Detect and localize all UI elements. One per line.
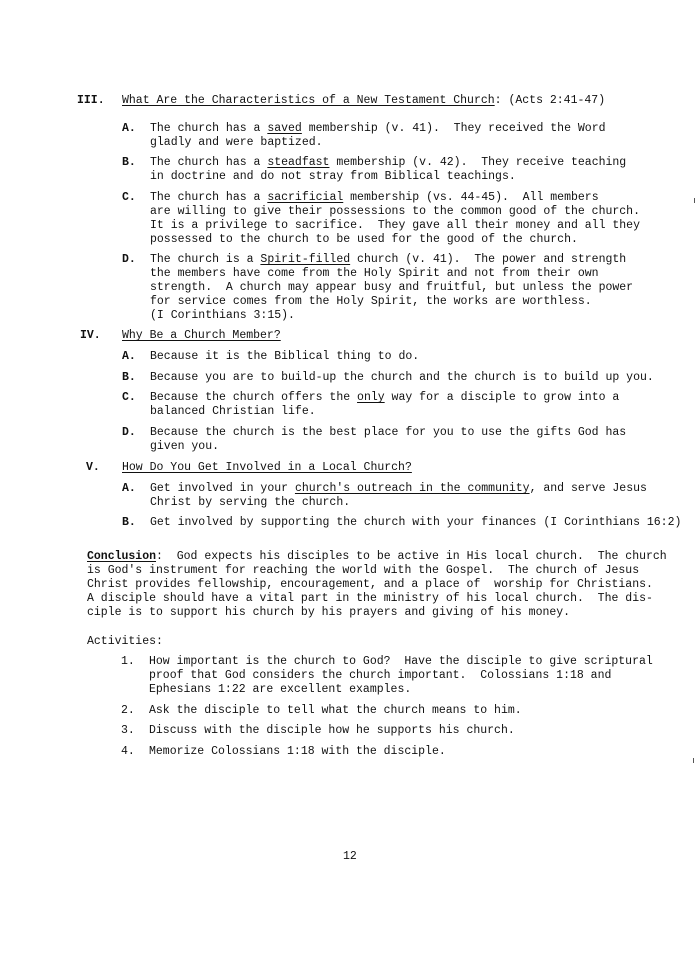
item-text: are willing to give their possessions to the common good of the church. — [150, 205, 640, 218]
section-numeral: III. — [77, 94, 105, 107]
item-letter: B. — [122, 156, 136, 169]
item-letter: D. — [122, 253, 136, 266]
activities-heading: Activities: — [87, 635, 163, 648]
activity-number: 4. — [121, 745, 135, 758]
activity-text: How important is the church to God? Have the disciple to give scriptural — [149, 655, 653, 668]
item-text: Because the church is the best place for you to use the gifts God has — [150, 426, 627, 439]
item-text: for service comes from the Holy Spirit, the works are worthless. — [150, 295, 592, 308]
item-text: It is a privilege to sacrifice. They gave all their money and all they — [150, 219, 640, 232]
scan-mark — [693, 758, 694, 763]
item-letter: C. — [122, 191, 136, 204]
activity-number: 3. — [121, 724, 135, 737]
item-text: possessed to the church to be used for the good of the church. — [150, 233, 578, 246]
conclusion-text: is God's instrument for reaching the world with the Gospel. The church of Jesus — [87, 564, 640, 577]
item-text: the members have come from the Holy Spirit and not from their own — [150, 267, 599, 280]
item-text: (I Corinthians 3:15). — [150, 309, 295, 322]
page-number: 12 — [343, 850, 357, 863]
item-letter: B. — [122, 371, 136, 384]
heading-reference: : (Acts 2:41-47) — [494, 94, 606, 107]
item-text: Get involved in your church's outreach in the community, and serve Jesus — [150, 482, 647, 495]
item-text: The church has a saved membership (v. 41). They received the Word — [150, 122, 606, 135]
item-text: balanced Christian life. — [150, 405, 316, 418]
section-numeral: V. — [86, 461, 100, 474]
section-heading: How Do You Get Involved in a Local Church? — [122, 461, 412, 474]
section-heading: Why Be a Church Member? — [122, 329, 281, 342]
item-text: Because the church offers the only way for a disciple to grow into a — [150, 391, 620, 404]
activity-number: 1. — [121, 655, 135, 668]
item-letter: A. — [122, 482, 136, 495]
item-letter: C. — [122, 391, 136, 404]
activity-text: Discuss with the disciple how he supports his church. — [149, 724, 515, 737]
section-numeral: IV. — [80, 329, 101, 342]
item-text: Christ by serving the church. — [150, 496, 351, 509]
activity-text: Memorize Colossians 1:18 with the disciple. — [149, 745, 446, 758]
conclusion-text: Christ provides fellowship, encouragement, and a place of worship for Christians. — [87, 578, 653, 591]
item-text: strength. A church may appear busy and fruitful, but unless the power — [150, 281, 634, 294]
activity-text: Ask the disciple to tell what the church means to him. — [149, 704, 522, 717]
item-letter: B. — [122, 516, 136, 529]
activity-text: Ephesians 1:22 are excellent examples. — [149, 683, 412, 696]
section-heading — [122, 94, 605, 108]
conclusion-paragraph: Conclusion: God expects his disciples to be active in His local church. The church — [87, 550, 667, 563]
conclusion-text: ciple is to support his church by his prayers and giving of his money. — [87, 606, 571, 619]
item-text: gladly and were baptized. — [150, 136, 323, 149]
activity-text: proof that God considers the church important. Colossians 1:18 and — [149, 669, 612, 682]
item-letter: A. — [122, 350, 136, 363]
item-text: The church has a steadfast membership (v. 42). They receive teaching — [150, 156, 627, 169]
item-text: Get involved by supporting the church with your finances (I Corinthians 16:2) — [150, 516, 682, 529]
item-text: Because you are to build-up the church and the church is to build up you. — [150, 371, 654, 384]
item-text: in doctrine and do not stray from Biblical teachings. — [150, 170, 516, 183]
item-letter: A. — [122, 122, 136, 135]
item-text: Because it is the Biblical thing to do. — [150, 350, 420, 363]
conclusion-label: Conclusion — [87, 550, 157, 563]
scan-mark — [694, 198, 695, 203]
conclusion-text: A disciple should have a vital part in the ministry of his local church. The dis- — [87, 592, 653, 605]
item-text: The church has a sacrificial membership (vs. 44-45). All members — [150, 191, 599, 204]
item-text: The church is a Spirit-filled church (v. 41). The power and strength — [150, 253, 627, 266]
item-letter: D. — [122, 426, 136, 439]
heading-title: What Are the Characteristics of a New Testament Church — [122, 94, 495, 107]
item-text: given you. — [150, 440, 220, 453]
activity-number: 2. — [121, 704, 135, 717]
